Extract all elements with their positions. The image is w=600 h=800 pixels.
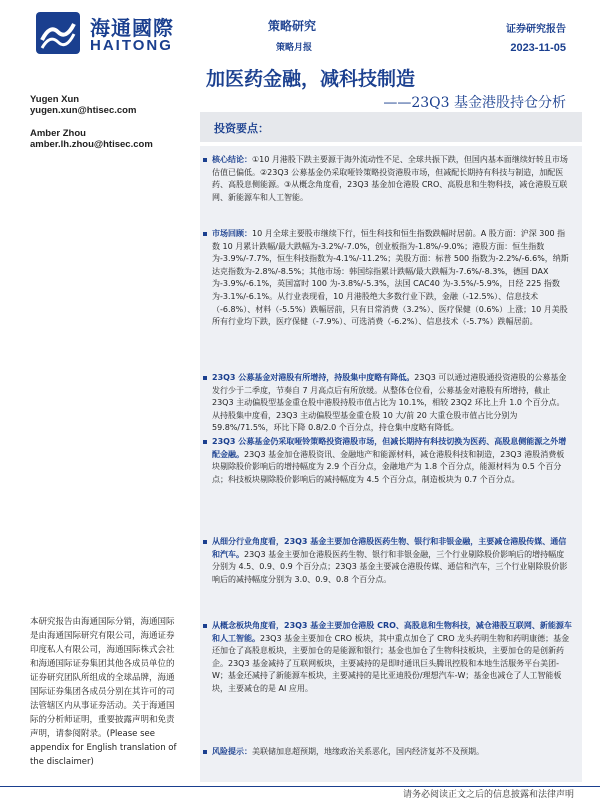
author-name: Yugen Xun: [30, 94, 80, 105]
author-email[interactable]: amber.lh.zhou@htisec.com: [30, 139, 153, 150]
key-point-text: 美联储加息超预期，地缘政治关系恶化，国内经济复苏不及预期。: [252, 747, 484, 756]
key-point-head: 核心结论：: [212, 155, 252, 164]
report-subtype: 策略月报: [276, 43, 313, 53]
key-point: [212, 372, 572, 435]
haitong-logo-icon: [34, 10, 82, 56]
key-point-text: 23Q3 可以通过港股通投资港股的公募基金发行少于二季度，节奏自 7 月高点后有所放缓。从整体仓位看，公募基金对港股有所增持，截止 23Q3 主动偏股型基金重仓股中港股持股市值占比为 10.1%，相较 23Q2 环比上升 1.0 个百分点。从持股集中度看，23Q3 主动偏股型基金重仓股 10 大/前 20 大重仓股市值占比分别为 59.8%/71.5%，环比下降 0.8/2.0 个百分点，持仓集中度略有降低。: [212, 373, 567, 433]
report-category: 证券研究报告: [506, 24, 566, 35]
disclaimer: 本研究报告由海通国际分销，海通国际是由海通国际研究有限公司，海通证券印度私人有限公司，海通国际株式会社和海通国际证券集团其他各成员单位的证券研究团队所组成的全球品牌，海通国际证券集团各成员分别在其许可的司法管辖区内从事证券活动。关于海通国际的分析师证明，重要披露声明和免责声明，请参阅附录。(Please see appendix for English translation of the disclaimer): [30, 617, 177, 767]
key-point-head: 风险提示：: [212, 747, 252, 756]
key-point: [212, 436, 572, 486]
author-block: [30, 94, 136, 116]
logo-cn-text: 海通國際: [90, 16, 174, 40]
key-point-text: 10 月全球主要股市继续下行，恒生科技和恒生指数跌幅时居前。A 股方面：沪深 300 指数 10 月累计跌幅/最大跌幅为-3.2%/-7.0%，创业板指为-1.8%/-9.0%；港股方面：恒生指数为-3.9%/-7.7%，恒生科技指数为-4.1%/-11.2%；美股方面：标普 500 指数为-2.2%/-6.6%，纳斯达克指数为-2.8%/-8.5%；其他市场：韩国综指累计跌幅/最大跌幅为-7.6%/-8.3%，德国 DAX 为-3.9%/-6.1%，英国富时 100 为-3.8%/-5.3%，法国 CAC40 为-3.5%/-5.9%，日经 225 指数为-3.1%/-6.1%。从行业表现看，10 月港股绝大多数行业下跌，金融（-12.5%）、信息技术（-6.8%）、材料（-5.5%）跌幅居前，只有日常消费（3.2%）、医疗保健（0.6%）上涨；10 月美股所有行业均下跌，医疗保健（-7.9%）、可选消费（-6.2%）、信息技术（-5.7%）跌幅居前。: [212, 229, 569, 327]
company-logo: [34, 8, 184, 58]
key-point-head: 23Q3 公募基金仍采取哑铃策略投资港股市场，但减长期持有科技切换为医药、高股息侧能源之外增配金融。: [212, 437, 567, 459]
key-point: [212, 536, 572, 586]
key-point: [212, 620, 572, 696]
key-point: [212, 746, 572, 759]
author-name: Amber Zhou: [30, 128, 86, 139]
key-point-text: 23Q3 基金主要加仓 CRO 板块，其中重点加仓了 CRO 龙头药明生物和药明康德；基金还加仓了高股息板块，主要加仓的是能源和银行；基金也加仓了生物科技板块，主要加仓的是创新药企。23Q3 基金减持了互联网板块，主要减持的是即时通讯巨头腾讯控股和本地生活服务平台美团-W；基金还减持了新能源车板块，主要减持的是比亚迪股份/理想汽车-W；基金也减仓了人工智能板块，主要减仓的是 AI 应用。: [212, 633, 570, 693]
report-date: 2023-11-05: [510, 42, 566, 54]
section-title: 投资要点：: [214, 122, 269, 135]
author-block: [30, 128, 153, 150]
report-type: 策略研究: [268, 19, 317, 33]
key-points-panel: [200, 146, 582, 782]
footer-text: 请务必阅读正文之后的信息披露和法律声明: [402, 790, 574, 800]
key-point-head: 23Q3 公募基金对港股有所增持，持股集中度略有降低。: [212, 373, 415, 382]
section-header: [200, 112, 582, 142]
logo-en-text: HAITONG: [90, 37, 173, 54]
key-point-text: ①10 月港股下跌主要源于海外流动性不足、全球共振下跌，但国内基本面继续好转且市场估值已偏低。②23Q3 公募基金仍采取哑铃策略投资港股市场，但减配长期持有科技与制造，加配医药、高股息侧能源。③从概念角度看，23Q3 基金加仓港股 CRO、高股息和生物科技，减仓港股互联网、新能源车和人工智能。: [212, 155, 568, 202]
page-footer: [0, 786, 600, 800]
author-email[interactable]: yugen.xun@htisec.com: [30, 105, 137, 116]
report-title: 加医药金融，减科技制造: [206, 68, 416, 90]
key-point: [212, 154, 572, 204]
key-point-text: 23Q3 基金主要加仓港股医药生物、银行和非银金融，三个行业剔除股价影响后的增持幅度分别为 4.5、0.9、0.9 个百分点；23Q3 基金主要减仓港股传媒、通信和汽车，三个行业剔除股价影响后的减持幅度分别为 3.0、0.9、0.8 个百分点。: [212, 549, 568, 584]
key-point: [212, 228, 572, 329]
key-point-head: 从细分行业角度看，23Q3 基金主要加仓港股医药生物、银行和非银金融，主要减仓港股传媒、通信和汽车。: [212, 537, 567, 559]
key-point-text: 23Q3 基金加仓港股资讯、金融地产和能源材料，减仓港股科技和制造，23Q3 港股消费板块剔除股价影响后的增持幅度为 2.9 个百分点，金融地产为 1.8 个百分点，能源材料为 0.5 个百分点；科技板块剔除股价影响后的减持幅度为 4.5 个百分点，制造板块为 0.7 个百分点。: [212, 449, 565, 484]
key-point-head: 从概念板块角度看，23Q3 基金主要加仓港股 CRO、高股息和生物科技，减仓港股互联网、新能源车和人工智能。: [212, 621, 572, 643]
key-point-head: 市场回顾：: [212, 229, 252, 238]
report-subtitle: ——23Q3 基金港股持仓分析: [383, 95, 566, 111]
